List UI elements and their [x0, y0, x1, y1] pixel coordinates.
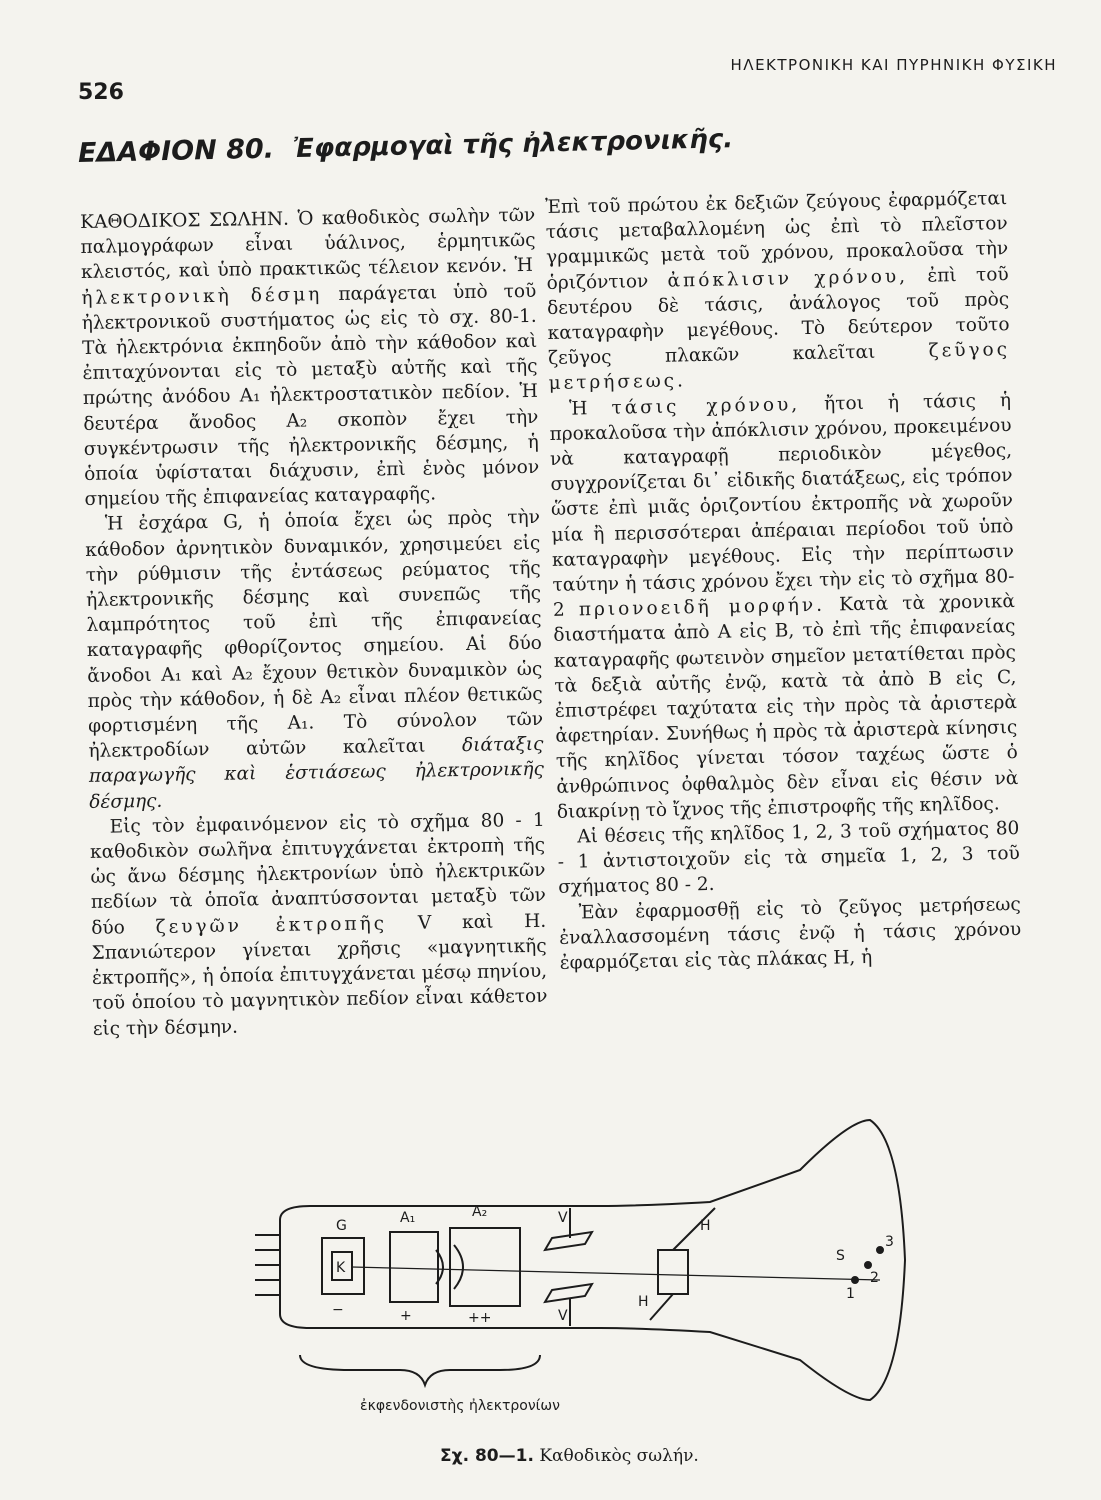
label-spot-1: 1: [846, 1286, 855, 1302]
paragraph: [549, 388, 1019, 825]
brace-label: ἐκφενδονιστὴς ἠλεκτρονίων: [360, 1398, 560, 1414]
label-spot-2: 2: [870, 1270, 879, 1286]
tube-envelope: [280, 1120, 905, 1400]
text-run: Εἰς τὸν ἐμφαινόμενον εἰς τὸ σχῆμα 80 - 1 καθοδικὸν σωλῆνα ἐπιτυγχάνεται ἐκτροπὴ τῆς ὡς ἄνω δέσμης ἠλεκτρονίων ὑπὸ ἠλεκτρικῶν πεδίων τὰ ὁποῖα ἀναπτύσσονται μεταξὺ τῶν δύο: [89, 809, 546, 939]
electron-beam: [352, 1267, 880, 1280]
spaced-term: Ἡ ἠλεκτρονικὴ δέσμη: [81, 255, 537, 309]
spaced-term: ζευγῶν ἐκτροπῆς: [155, 912, 388, 938]
text-run: ἤτοι ἡ τάσις ἡ προκαλοῦσα τὴν ἀπόκλισιν χρόνου, προκειμένου νὰ καταγραφῇ περιοδικὸν μέγεθος, συγχρονίζεται δι᾽ εἰδικῆς διατάξεως, εἰς τρόπον ὥστε ἐπὶ μιᾶς ὁριζοντίου ἐκτροπῆς νὰ χωροῦν μία ἢ περισσότεραι ἀπέραιαι περίοδοι τοῦ ὑπὸ καταγραφὴν μεγέθους. Εἰς τὴν περίπτωσιν ταύτην ἡ τάσις χρόνου ἔχει τὴν εἰς τὸ σχῆμα 80-2: [549, 389, 1015, 622]
crt-diagram: [240, 1110, 1040, 1440]
paragraph: Ἐὰν ἐφαρμοσθῇ εἰς τὸ ζεῦγος μετρήσεως ἐναλλασσομένη τάσις ἐνῷ ἡ τάσις χρόνου ἐφαρμόζεται εἰς τὰς πλάκας Η, ἡ: [559, 893, 1022, 974]
text-run: Ἡ ἐσχάρα G, ἡ ὁποία ἔχει ὡς πρὸς τὴν κάθοδον ἀρνητικὸν δυναμικόν, χρησιμεύει εἰς τὴν ρύθμισιν τῆς ἐντάσεως ρεύματος τῆς ἠλεκτρονικῆς δέσμης καὶ συνεπῶς τῆς λαμπρότητος τοῦ ἐπὶ τῆς ἐπιφανείας καταγραφῆς φθορίζοντος σημείου. Αἱ δύο ἄνοδοι Α₁ καὶ Α₂ ἔχουν θετικὸν δυναμικὸν ὡς πρὸς τὴν κάθοδον, ἡ δὲ Α₂ εἶναι πλέον θετικῶς φορτισμένη τῆς Α₁. Τὸ σύνολον τῶν ἠλεκτροδίων αὐτῶν καλεῖται: [85, 507, 544, 763]
paragraph: [85, 505, 545, 815]
text-run: ΚΑΘΟΔΙΚΟΣ ΣΩΛΗΝ. Ὁ καθοδικὸς σωλὴν τῶν παλμογράφων εἶναι ὑάλινος, ἑρμητικῶς κλειστός, καὶ ὑπὸ πρακτικῶς τέλειον κενόν.: [80, 204, 536, 284]
spaced-term: ζεῦγος μετρήσεως.: [548, 339, 1011, 395]
caption-text: Καθοδικὸς σωλήν.: [539, 1446, 699, 1466]
label-g: G: [336, 1218, 347, 1234]
cathode-ray-tube-figure: [240, 1110, 1040, 1440]
lesson-subtitle: Ἐφαρμογαὶ τῆς ἠλεκτρονικῆς.: [293, 124, 734, 165]
text-run: Κατὰ τὰ χρονικὰ διαστήματα ἀπὸ Α εἰς Β, τὸ ἐπὶ τῆς ἐπιφανείας καταγραφῆς φωτεινὸν σημεῖον μετατίθεται πρὸς τὰ δεξιὰ αὐτῆς ἐνῷ, κατὰ τὰ ἀπὸ Β εἰς C, ἐπιστρέφει ταχύτατα εἰς τὴν πρὸς τὰ ἀριστερὰ ἀφετηρίαν. Συνήθως ἡ πρὸς τὰ ἀριστερὰ κίνησις τῆς κηλῖδος γίνεται τόσον ταχέως ὥστε ὁ ἀνθρώπινος ὀφθαλμὸς δὲν εἶναι εἰς θέσιν νὰ διακρίνῃ τὸ ἴχνος τῆς ἐπιστροφῆς τῆς κηλῖδος.: [553, 591, 1019, 823]
text-run: ἐπὶ τοῦ δευτέρου δὲ τάσις, ἀνάλογος τοῦ πρὸς καταγραφὴν μεγέθους. Τὸ δεύτερον τοῦτο ζεῦγος πλακῶν καλεῖται: [546, 263, 1010, 370]
label-h-bottom: H: [638, 1294, 649, 1310]
label-a1: A₁: [400, 1210, 416, 1226]
label-spot-3: 3: [885, 1234, 894, 1250]
label-a2: A₂: [472, 1204, 488, 1220]
label-plus: +: [400, 1308, 412, 1324]
plate-lead: [650, 1294, 673, 1320]
gun-brace: [300, 1355, 540, 1385]
lesson-number: ΕΔΑΦΙΟΝ 80.: [77, 133, 275, 169]
spot-1: [852, 1277, 858, 1283]
label-plusplus: ++: [468, 1310, 492, 1326]
label-h-top: H: [700, 1218, 711, 1234]
label-k: K: [336, 1260, 346, 1276]
running-head: ΗΛΕΚΤΡΟΝΙΚΗ ΚΑΙ ΠΥΡΗΝΙΚΗ ΦΥΣΙΚΗ: [730, 56, 1057, 74]
figure-caption: [440, 1446, 840, 1466]
italic-term: διάταξις παραγωγῆς καὶ ἑστιάσεως ἠλεκτρονικῆς δέσμης.: [88, 734, 545, 813]
paragraph: [90, 808, 549, 1042]
text-run: Ἐπὶ τοῦ πρώτου ἐκ δεξιῶν ζεύγους ἐφαρμόζεται τάσις μεταβαλλομένη ὡς ἐπὶ τὸ πλεῖστον γραμμικῶς μετὰ τοῦ χρόνου, προκαλοῦσα τὴν ὁριζόντιον: [545, 188, 1009, 294]
spaced-term: πριονοειδῆ μορφήν.: [578, 594, 826, 621]
anode-a2: [450, 1228, 520, 1306]
v-deflection-plate: [545, 1284, 592, 1302]
label-v-top: V: [558, 1210, 568, 1226]
focus-field-line: [454, 1245, 463, 1289]
right-column: [545, 186, 1022, 976]
label-minus: −: [332, 1302, 344, 1318]
paragraph: [545, 186, 1011, 396]
page-number: 526: [78, 80, 124, 105]
left-column: [80, 203, 548, 1042]
paragraph: Αἱ θέσεις τῆς κηλῖδος 1, 2, 3 τοῦ σχήματος 80 - 1 ἀντιστοιχοῦν εἰς τὰ σημεῖα 1, 2, 3 τοῦ σχήματος 80 - 2.: [557, 818, 1020, 899]
text-run: παράγεται ὑπὸ τοῦ ἠλεκτρονικοῦ συστήματος ὡς εἰς τὸ σχ. 80-1. Τὰ ἠλεκτρόνια ἐκπηδοῦν ἀπὸ τὴν κάθοδον καὶ ἐπιταχύνονται εἰς τὸ μεταξὺ αὐτῆς καὶ τῆς πρώτης ἀνόδου Α₁ ἠλεκτροστατικὸν πεδίον. Ἡ δευτέρα ἄνοδος Α₂ σκοπὸν ἔχει τὴν συγκέντρωσιν τῆς ἠλεκτρονικῆς δέσμης, ἡ ὁποία ὑφίσταται διάχυσιν, ἐπὶ ἑνὸς μόνον σημείου τῆς ἐπιφανείας καταγραφῆς.: [81, 280, 540, 511]
caption-number: Σχ. 80—1.: [440, 1446, 534, 1466]
lesson-title: [78, 118, 978, 169]
spot-3: [877, 1247, 883, 1253]
spaced-term: ἀπόκλισιν χρόνου,: [667, 265, 909, 292]
paragraph: [80, 203, 540, 513]
spaced-term: τάσις χρόνου,: [611, 393, 801, 419]
label-v-bottom: V: [558, 1308, 568, 1324]
anode-a1: [390, 1232, 438, 1302]
v-deflection-plate: [545, 1232, 592, 1250]
h-deflection-plate: [658, 1250, 688, 1294]
text-run: V καὶ Η. Σπανιώτερον γίνεται χρῆσις «μαγνητικῆς ἐκτροπῆς», ἡ ὁποία ἐπιτυγχάνεται μέσῳ πηνίου, τοῦ ὁποίου τὸ μαγνητικὸν πεδίον εἶναι κάθετον εἰς τὴν δέσμην.: [91, 910, 548, 1040]
spot-2: [865, 1262, 871, 1268]
label-s: S: [836, 1248, 845, 1264]
text-run: Ἡ: [568, 397, 588, 420]
